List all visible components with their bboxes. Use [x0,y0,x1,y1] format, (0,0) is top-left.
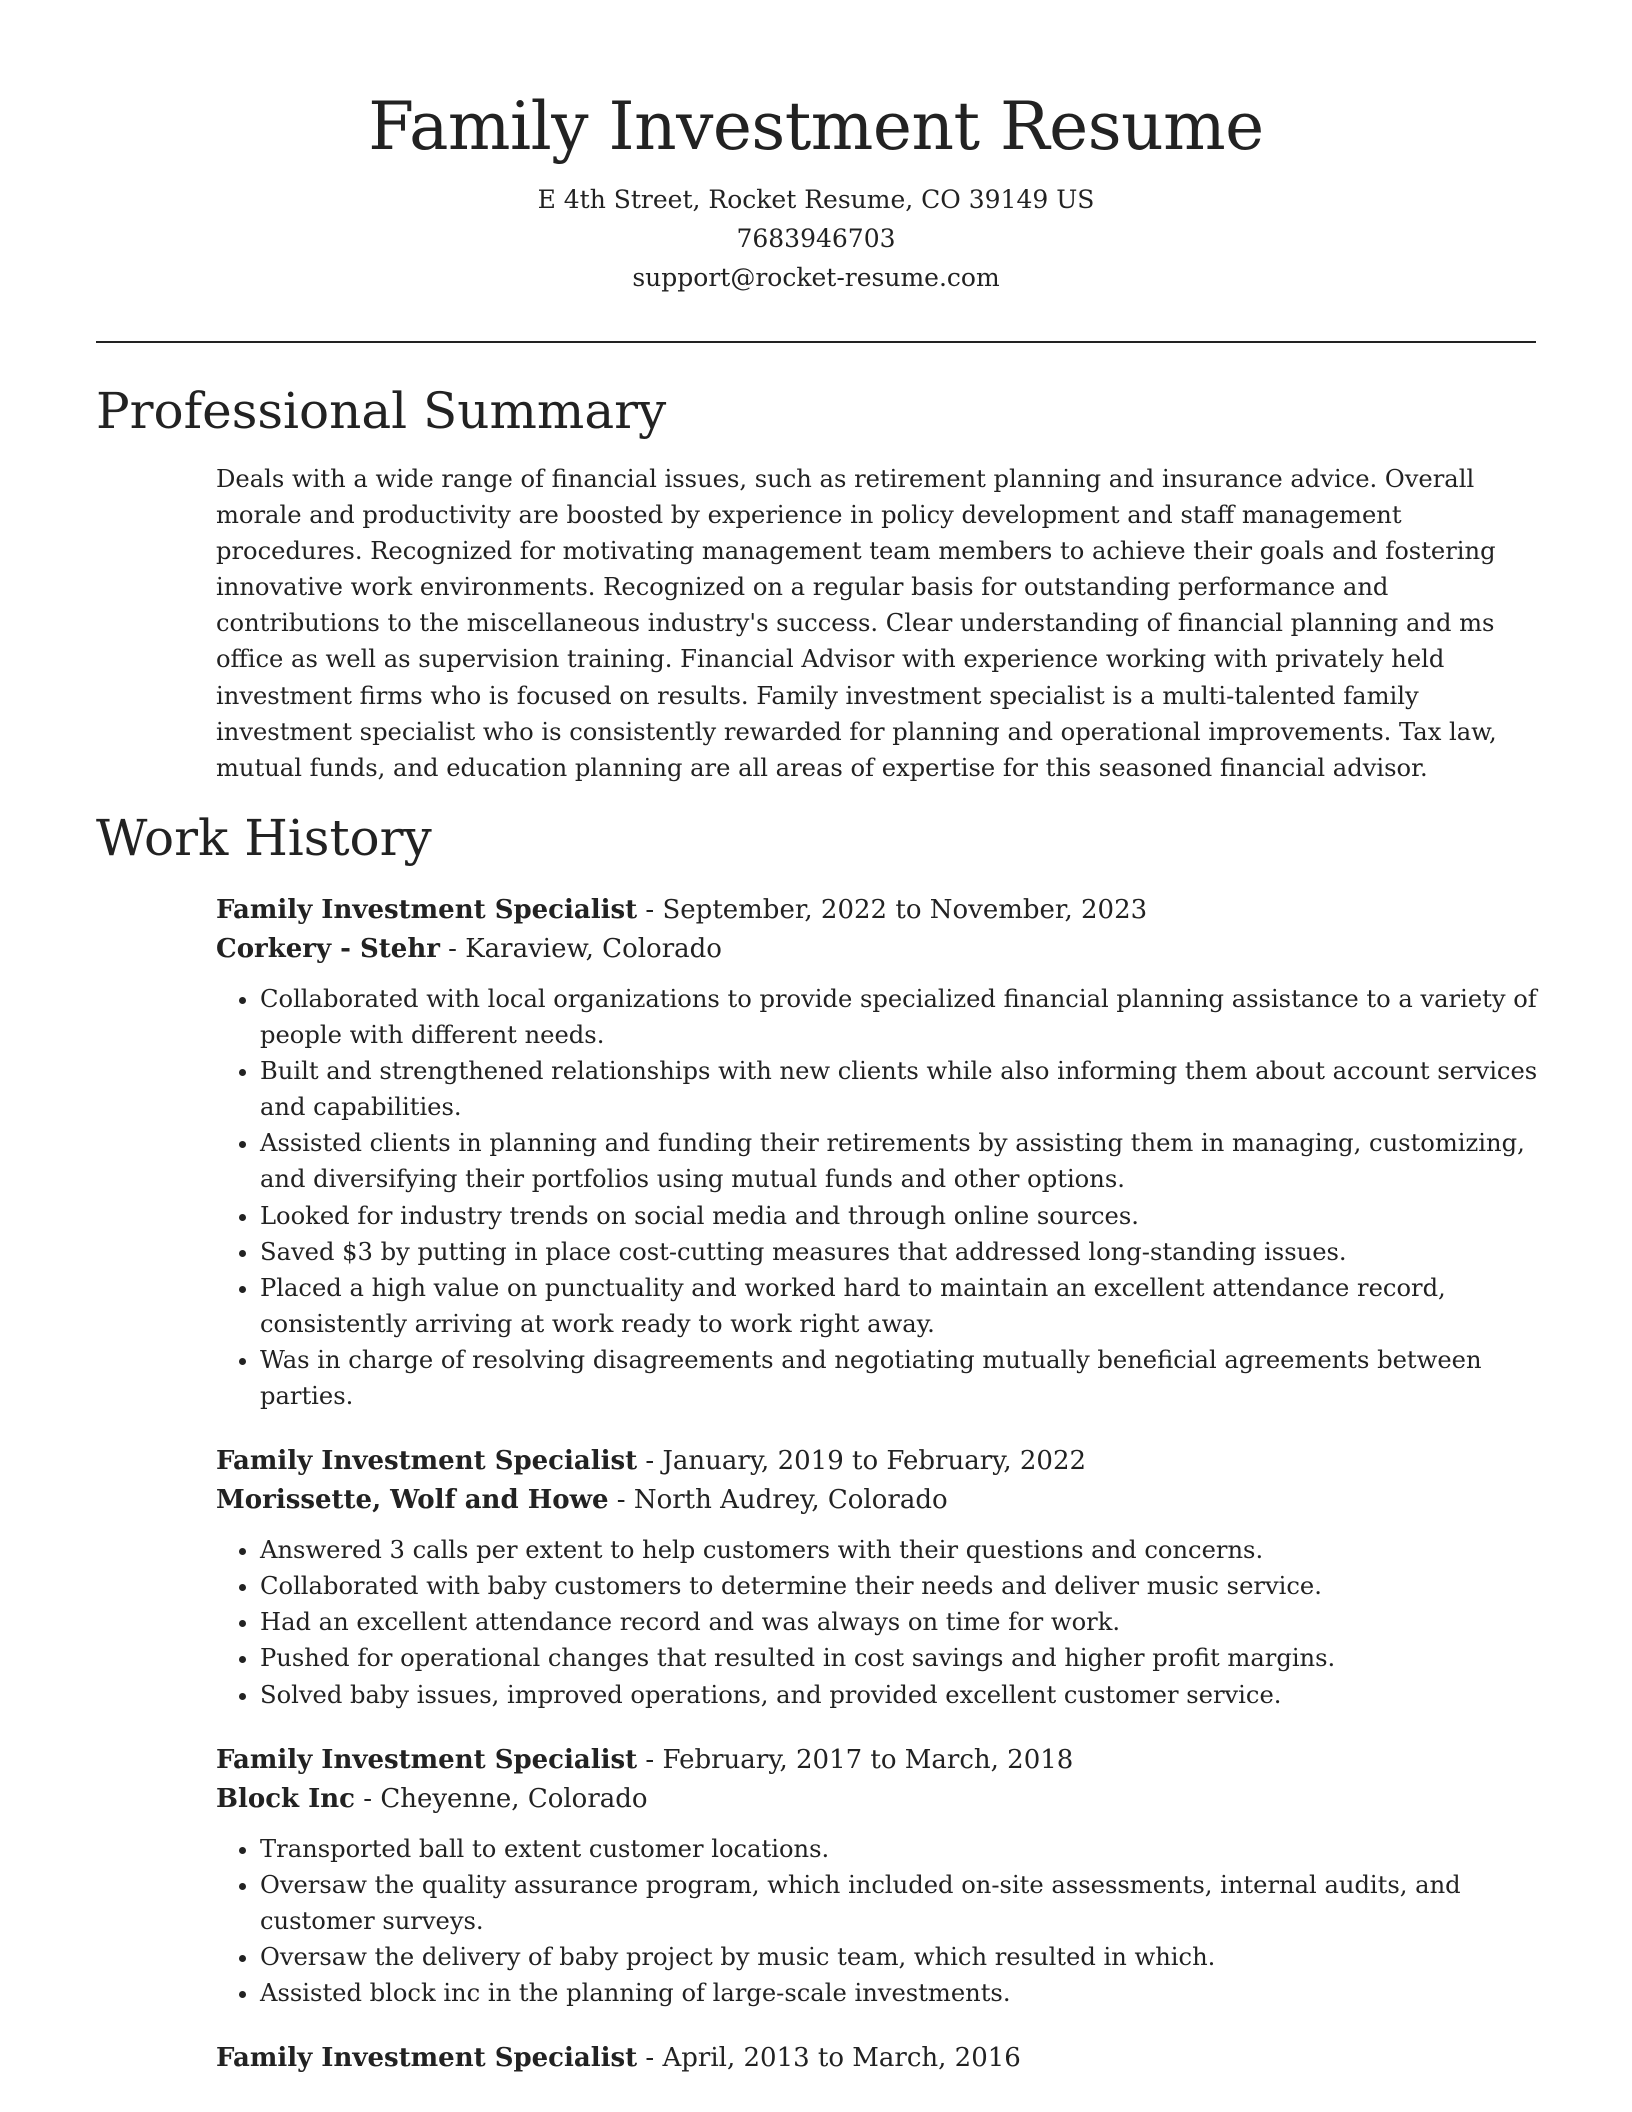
resume-header [96,82,1536,297]
job-entry [216,1442,1546,1712]
resume-title: Family Investment Resume [368,88,1264,165]
job-company-line [216,1780,1546,1819]
contact-phone: 7683946703 [736,224,896,253]
job-bullet: • Solved baby issues, improved operations, and provided excellent customer service. [260,1677,1546,1713]
job-bullet: • Collaborated with baby customers to determine their needs and deliver music service. [260,1568,1546,1604]
job-dates: - January, 2019 to February, 2022 [637,1446,1087,1477]
job-bullet: • Placed a high value on punctuality and worked hard to maintain an excellent attendance record, consistently arriving at work ready to work right away. [260,1270,1546,1342]
job-entry [216,891,1546,1414]
job-bullet: • Was in charge of resolving disagreements and negotiating mutually beneficial agreements between parties. [260,1342,1546,1414]
header-divider [96,341,1536,343]
contact-info [96,180,1536,297]
job-company-line [216,1481,1546,1520]
job-role: Family Investment Specialist [216,1446,638,1477]
job-bullet: • Oversaw the delivery of baby project by music team, which resulted in which. [260,1939,1546,1975]
job-dates: - April, 2013 to March, 2016 [637,2043,1021,2074]
job-bullet: • Assisted block inc in the planning of large-scale investments. [260,1975,1546,2011]
job-role: Family Investment Specialist [216,2043,638,2074]
job-dates: - September, 2022 to November, 2023 [637,895,1148,925]
job-title-line [216,2039,1546,2078]
job-bullet: • Assisted clients in planning and funding their retirements by assisting them in managing, customizing, and diversifying their portfolios using mutual funds and other options. [260,1125,1546,1197]
job-role: Family Investment Specialist [216,895,638,925]
job-bullet: • Oversaw the quality assurance program, which included on-site assessments, internal audits, and customer surveys. [260,1867,1546,1939]
job-list [216,891,1546,2106]
job-company: Morissette, Wolf and Howe [216,1485,609,1516]
contact-email: support@rocket-resume.com [632,263,1000,292]
job-bullet: • Built and strengthened relationships with new clients while also informing them about account services and capabilities. [260,1053,1546,1125]
job-bullet-list [216,1831,1546,2011]
section-title-summary: Professional Summary [96,382,667,440]
job-bullet-list [216,981,1546,1414]
job-location: - Cheyenne, Colorado [355,1783,648,1814]
job-company: Block Inc [216,1783,355,1814]
job-bullet: • Collaborated with local organizations to provide specialized financial planning assistance to a variety of people with different needs. [260,981,1546,1053]
job-bullet: • Had an excellent attendance record and was always on time for work. [260,1604,1546,1640]
job-role: Family Investment Specialist [216,1744,638,1775]
job-bullet: • Saved $3 by putting in place cost-cutting measures that addressed long-standing issues. [260,1234,1546,1270]
job-dates: - February, 2017 to March, 2018 [637,1744,1074,1775]
job-bullet: • Answered 3 calls per extent to help customers with their questions and concerns. [260,1532,1546,1568]
job-location: - Karaview, Colorado [439,934,722,964]
contact-address: E 4th Street, Rocket Resume, CO 39149 US [537,185,1095,214]
job-bullet: • Pushed for operational changes that resulted in cost savings and higher profit margins. [260,1640,1546,1676]
job-location: - North Audrey, Colorado [608,1485,948,1516]
job-bullet-list [216,1532,1546,1712]
job-company-line [216,930,1546,969]
section-title-work-history: Work History [96,809,432,867]
job-title-line [216,1741,1546,1780]
job-bullet: • Looked for industry trends on social media and through online sources. [260,1198,1546,1234]
job-bullet: • Transported ball to extent customer locations. [260,1831,1546,1867]
summary-text: Deals with a wide range of financial issues, such as retirement planning and insurance advice. Overall morale and productivity are boosted by experience in policy development and staff management procedures. Recognized for motivating management team members to achieve their goals and fostering innovative work environments. Recognized on a regular basis for outstanding performance and contributions to the miscellaneous industry's success. Clear understanding of financial planning and ms office as well as supervision training. Financial Advisor with experience working with privately held investment firms who is focused on results. Family investment specialist is a multi-talented family investment specialist who is consistently rewarded for planning and operational improvements. Tax law, mutual funds, and education planning are all areas of expertise for this seasoned financial advisor. [216,465,1497,782]
job-company: Corkery - Stehr [216,934,440,964]
job-entry [216,1741,1546,2011]
job-title-line [216,891,1546,930]
job-entry [216,2039,1546,2078]
job-title-line [216,1442,1546,1481]
